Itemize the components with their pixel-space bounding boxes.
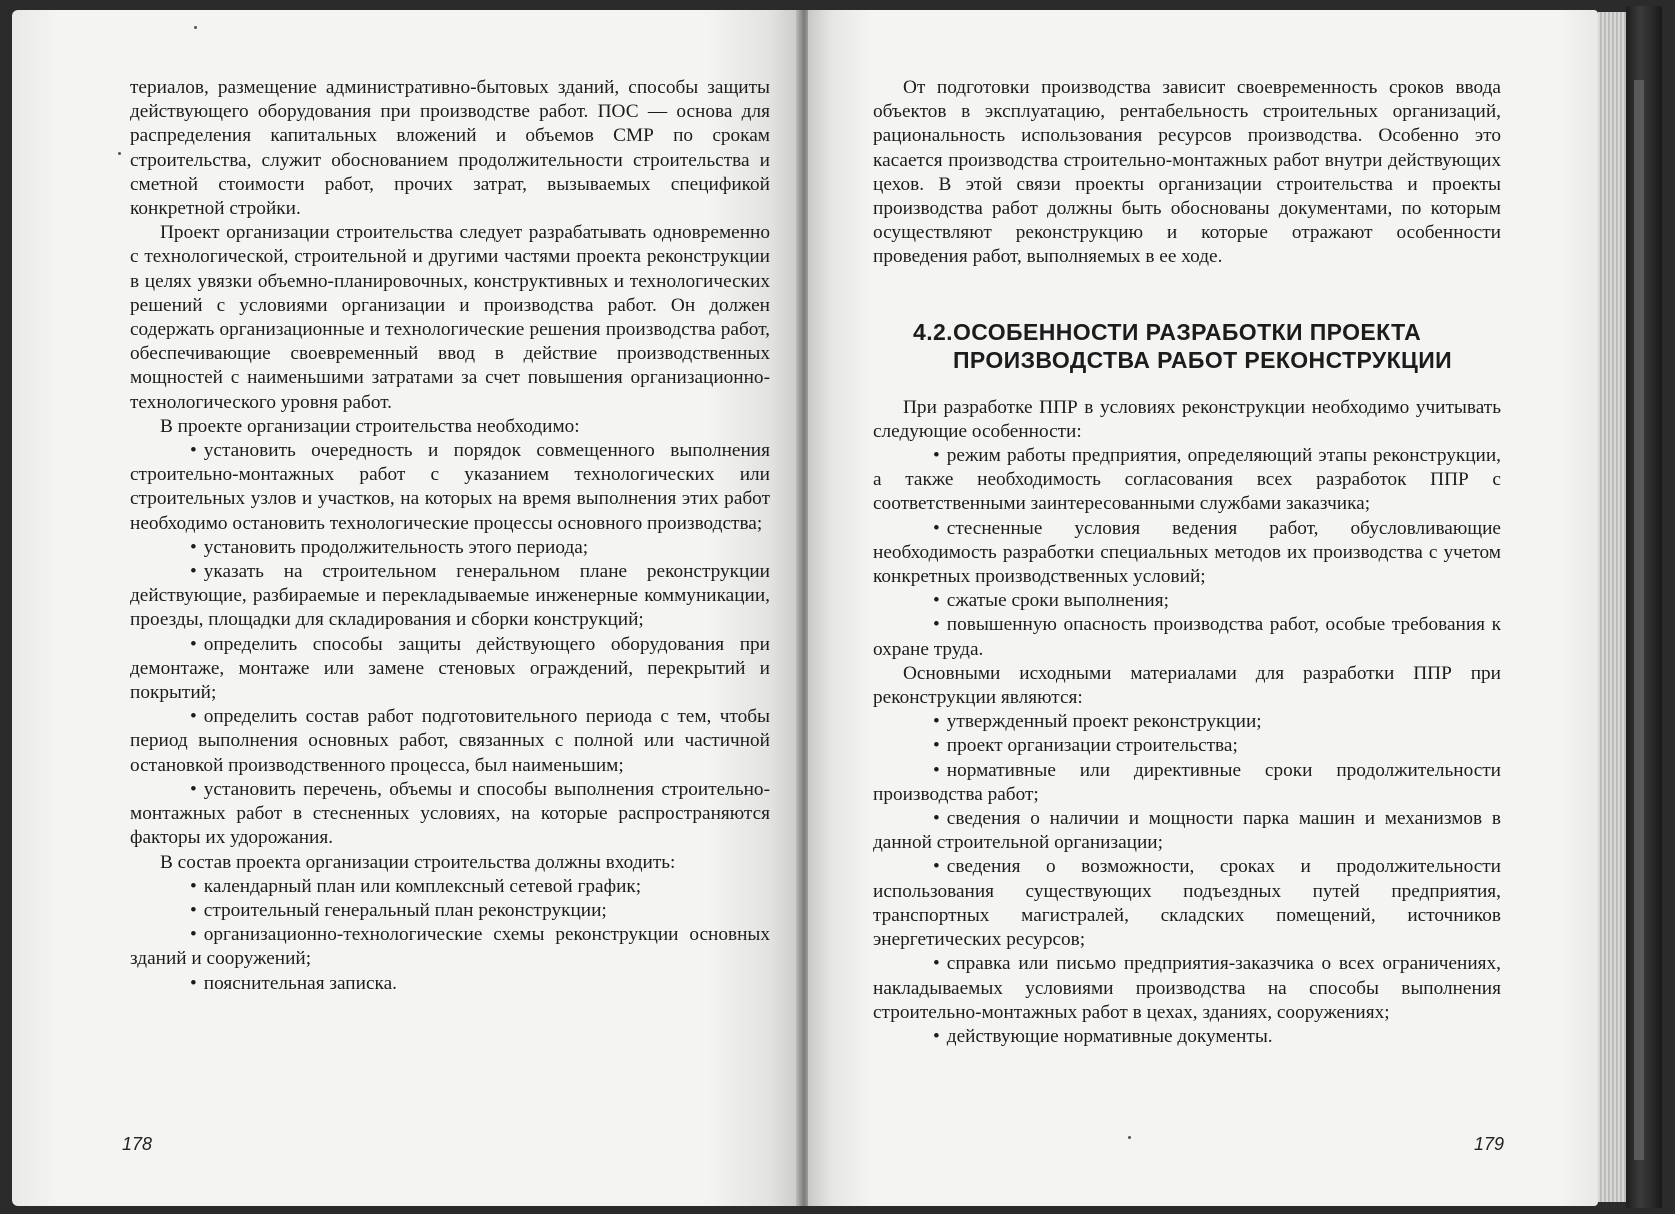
bullet-text: режим работы предприятия, определяющий этапы реконструкции, а также необходимость согласования всех разработок ППР с соответственными заинтересованными службами заказчика; bbox=[873, 445, 1501, 515]
scan-speck bbox=[194, 26, 197, 29]
section-heading bbox=[873, 318, 1501, 374]
scan-speck bbox=[118, 152, 121, 155]
right-page bbox=[808, 10, 1598, 1206]
bullet-dot: • bbox=[190, 778, 197, 800]
bullet-text: нормативные или директивные сроки продолжительности производства работ; bbox=[873, 759, 1501, 805]
bullet-item bbox=[873, 589, 1501, 613]
bullet-item bbox=[130, 633, 770, 706]
bullet-item bbox=[873, 1025, 1501, 1049]
left-page-text bbox=[130, 76, 770, 996]
bullet-dot: • bbox=[933, 711, 940, 733]
bullet-item bbox=[130, 705, 770, 778]
bullet-dot: • bbox=[933, 856, 940, 878]
bullet-item bbox=[130, 536, 770, 560]
left-page-number: 178 bbox=[122, 1134, 153, 1154]
section-title-line2: ПРОИЗВОДСТВА РАБОТ РЕКОНСТРУКЦИИ bbox=[953, 346, 1453, 373]
intro-paragraph: От подготовки производства зависит своевременность сроков ввода объектов в эксплуатацию, рентабельность строительных организаций, рациональность использования ресурсов производства. Особенно это касается производства строительно-монтажных работ внутри действующих цехов. В этой связи проекты организации строительства и проекты производства работ должны быть обоснованы документами, по которым осуществляют реконструкцию и которые отражают особенности проведения работ, выполняемых в ее ходе. bbox=[873, 77, 1501, 268]
bullet-text: пояснительная записка. bbox=[203, 972, 397, 994]
bullet-item bbox=[130, 899, 770, 923]
right-page-text bbox=[873, 76, 1501, 1049]
bullet-text: строительный генеральный план реконструкции; bbox=[203, 899, 607, 921]
bullet-item bbox=[873, 517, 1501, 590]
continued-paragraph: териалов, размещение административно-бытовых зданий, способы защиты действующего оборудования при производстве работ. ПОС — основа для распределения капитальных вложений и объемов СМР по срокам строительства, служит обоснованием продолжительности строительства и сметной стоимости работ, прочих затрат, вызываемых спецификой конкретной стройки. bbox=[130, 77, 770, 220]
bullet-item bbox=[130, 875, 770, 899]
bullet-dot: • bbox=[190, 899, 197, 921]
bullet-dot: • bbox=[190, 924, 197, 946]
bullet-dot: • bbox=[190, 440, 197, 462]
right-page-body bbox=[873, 396, 1501, 1049]
bullet-text: определить способы защиты действующего оборудования при демонтаже, монтаже или замене стеновых ограждений, перекрытий и покрытий; bbox=[130, 633, 770, 704]
section-number: 4.2. bbox=[913, 318, 953, 345]
bullet-dot: • bbox=[190, 561, 197, 583]
bullet-text: сведения о возможности, сроках и продолжительности использования существующих подъездных путей предприятия, транспортных магистралей, складских помещений, источников энергетических ресурсов; bbox=[873, 856, 1501, 951]
bullet-item bbox=[130, 439, 770, 536]
bullet-dot: • bbox=[190, 536, 197, 558]
bullet-text: календарный план или комплексный сетевой график; bbox=[203, 875, 642, 897]
paragraph: В проекте организации строительства необходимо: bbox=[160, 415, 580, 437]
bullet-text: стесненные условия ведения работ, обусловливающие необходимость разработки специальных методов их производства с учетом конкретных производственных условий; bbox=[873, 517, 1501, 588]
paragraph: Проект организации строительства следует разрабатывать одновременно с технологической, строительной и другими частями проекта реконструкции в целях увязки объемно-планировочных, конструктивных и технологических решений с условиями организации и производства работ. Он должен содержать организационные и технологические решения производства работ, обеспечивающие своевременный ввод в действие производственных мощностей с наименьшими затратами за счет повышения организационно-технологического уровня работ. bbox=[130, 222, 770, 413]
section-title-line1: ОСОБЕННОСТИ РАЗРАБОТКИ ПРОЕКТА bbox=[953, 318, 1422, 345]
paragraph: В состав проекта организации строительства должны входить: bbox=[160, 851, 676, 873]
bullet-text: сведения о наличии и мощности парка машин и механизмов в данной строительной организации; bbox=[873, 808, 1501, 854]
bullet-item bbox=[873, 759, 1501, 807]
bullet-text: указать на строительном генеральном плане реконструкции действующие, разбираемые и перекладываемые инженерные коммуникации, проезды, площадки для складирования и сборки конструкций; bbox=[130, 561, 770, 631]
cover-stripe bbox=[1634, 80, 1644, 1160]
scan-speck bbox=[1128, 1136, 1131, 1139]
bullet-text: установить очередность и порядок совмещенного выполнения строительно-монтажных работ с указанием технологических или строительных узлов и участков, на которых на время выполнения этих работ необходимо остановить технологические процессы основного производства; bbox=[130, 440, 770, 534]
bullet-text: утвержденный проект реконструкции; bbox=[946, 711, 1262, 733]
paragraph: При разработке ППР в условиях реконструкции необходимо учитывать следующие особенности: bbox=[873, 396, 1501, 442]
bullet-item bbox=[873, 734, 1501, 758]
bullet-item bbox=[873, 855, 1501, 952]
bullet-dot: • bbox=[933, 590, 940, 612]
bullet-text: определить состав работ подготовительного периода с тем, чтобы период выполнения основных работ, связанных с полной или частичной остановкой производственного процесса, был наименьшим; bbox=[130, 706, 770, 776]
book-cover-edge bbox=[1626, 6, 1662, 1208]
bullet-dot: • bbox=[933, 614, 940, 636]
bullet-dot: • bbox=[190, 972, 197, 994]
bullet-dot: • bbox=[933, 808, 940, 830]
bullet-dot: • bbox=[190, 875, 197, 897]
bullet-dot: • bbox=[933, 445, 940, 467]
bullet-item bbox=[873, 952, 1501, 1025]
page-edges bbox=[1598, 12, 1626, 1202]
bullet-dot: • bbox=[933, 735, 940, 757]
bullet-dot: • bbox=[933, 517, 940, 539]
bullet-item bbox=[873, 613, 1501, 661]
bullet-dot: • bbox=[933, 1025, 940, 1047]
right-page-number: 179 bbox=[1474, 1134, 1505, 1154]
bullet-item bbox=[873, 807, 1501, 855]
bullet-dot: • bbox=[933, 759, 940, 781]
bullet-item bbox=[130, 923, 770, 971]
bullet-text: организационно-технологические схемы реконструкции основных зданий и сооружений; bbox=[130, 924, 770, 970]
bullet-dot: • bbox=[190, 633, 197, 655]
bullet-text: сжатые сроки выполнения; bbox=[946, 590, 1169, 612]
bullet-text: установить продолжительность этого периода; bbox=[203, 536, 589, 558]
bullet-dot: • bbox=[190, 706, 197, 728]
paragraph: Основными исходными материалами для разработки ППР при реконструкции являются: bbox=[873, 662, 1501, 709]
bullet-item bbox=[130, 972, 770, 996]
bullet-item bbox=[873, 710, 1501, 734]
bullet-text: проект организации строительства; bbox=[946, 735, 1238, 757]
bullet-item bbox=[130, 778, 770, 851]
bullet-text: действующие нормативные документы. bbox=[946, 1025, 1273, 1047]
left-page bbox=[12, 10, 802, 1206]
bullet-item bbox=[130, 560, 770, 633]
bullet-dot: • bbox=[933, 953, 940, 975]
bullet-text: повышенную опасность производства работ, особые требования к охране труда. bbox=[873, 614, 1501, 660]
bullet-item bbox=[873, 444, 1501, 517]
bullet-text: установить перечень, объемы и способы выполнения строительно-монтажных работ в стесненных условиях, на которые распространяются факторы их удорожания. bbox=[130, 778, 770, 849]
bullet-text: справка или письмо предприятия-заказчика о всех ограничениях, накладываемых условиями производства на способы выполнения строительно-монтажных работ в цехах, зданиях, сооружениях; bbox=[873, 953, 1501, 1023]
